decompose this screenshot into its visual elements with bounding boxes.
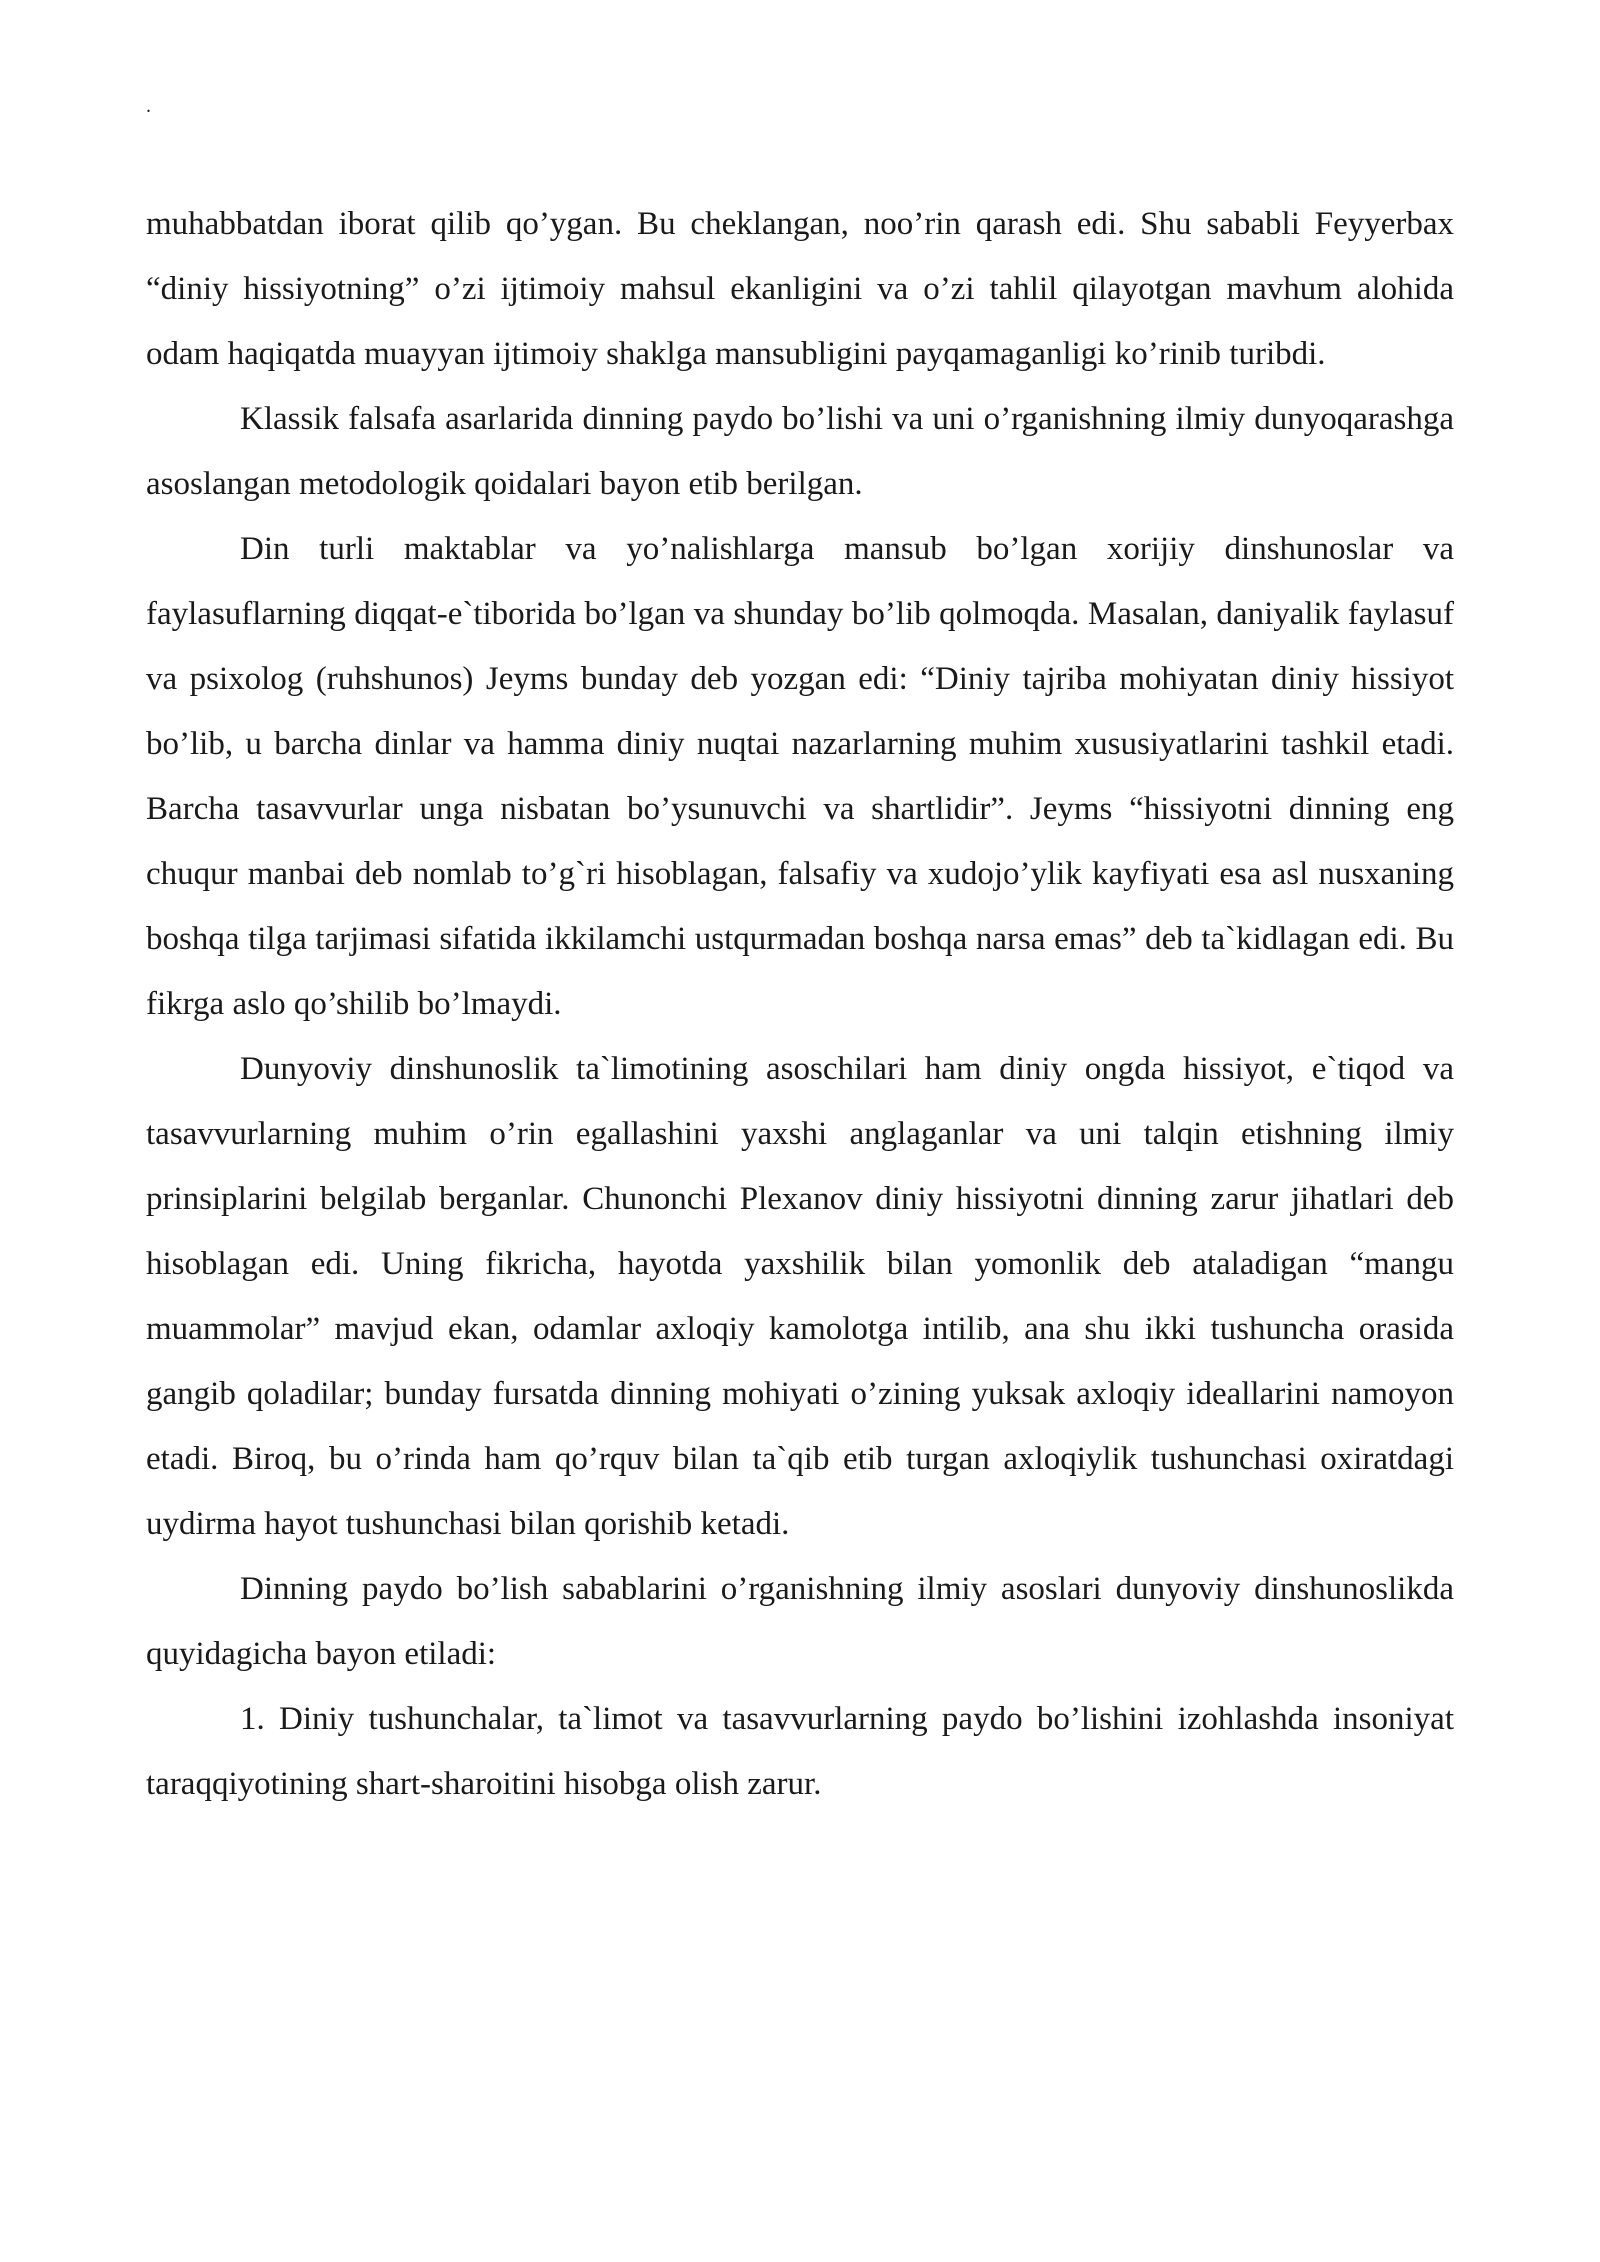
paragraph-2: Klassik falsafa asarlarida dinning paydo bo’lishi va uni o’rganishning ilmiy dunyoqarashga asoslangan metodologik qoidalari bayon etib berilgan. <box>146 401 1454 502</box>
paragraph-5: Dinning paydo bo’lish sabablarini o’rganishning ilmiy asoslari dunyoviy dinshunoslikda quyidagicha bayon etiladi: <box>146 1571 1454 1672</box>
paragraph-6-list-item-1: 1. Diniy tushunchalar, ta`limot va tasavvurlarning paydo bo’lishini izohlashda insoniyat taraqqiyotining shart-sharoitini hisobga olish zarur. <box>146 1701 1454 1802</box>
paragraph-1: muhabbatdan iborat qilib qo’ygan. Bu cheklangan, noo’rin qarash edi. Shu sababli Feyyerbax “diniy hissiyotning” o’zi ijtimoiy mahsul ekanligini va o’zi tahlil qilayotgan mavhum alohida odam haqiqatda muayyan ijtimoiy shaklga mansubligini payqamaganligi ko’rinib turibdi. <box>146 206 1454 372</box>
document-body <box>146 192 1454 1817</box>
paragraph-4: Dunyoviy dinshunoslik ta`limotining asoschilari ham diniy ongda hissiyot, e`tiqod va tasavvurlarning muhim o’rin egallashini yaxshi anglaganlar va uni talqin etishning ilmiy prinsiplarini belgilab berganlar. Chunonchi Plexanov diniy hissiyotni dinning zarur jihatlari deb hisoblagan edi. Uning fikricha, hayotda yaxshilik bilan yomonlik deb ataladigan “mangu muammolar” mavjud ekan, odamlar axloqiy kamolotga intilib, ana shu ikki tushuncha orasida gangib qoladilar; bunday fursatda dinning mohiyati o’zining yuksak axloqiy ideallarini namoyon etadi. Biroq, bu o’rinda ham qo’rquv bilan ta`qib etib turgan axloqiylik tushunchasi oxiratdagi uydirma hayot tushunchasi bilan qorishib ketadi. <box>146 1051 1454 1542</box>
header-dot-mark: . <box>146 95 151 117</box>
paragraph-3: Din turli maktablar va yo’nalishlarga mansub bo’lgan xorijiy dinshunoslar va faylasuflarning diqqat-e`tiborida bo’lgan va shunday bo’lib qolmoqda. Masalan, daniyalik faylasuf va psixolog (ruhshunos) Jeyms bunday deb yozgan edi: “Diniy tajriba mohiyatan diniy hissiyot bo’lib, u barcha dinlar va hamma diniy nuqtai nazarlarning muhim xususiyatlarini tashkil etadi. Barcha tasavvurlar unga nisbatan bo’ysunuvchi va shartlidir”. Jeyms “hissiyotni dinning eng chuqur manbai deb nomlab to’g`ri hisoblagan, falsafiy va xudojo’ylik kayfiyati esa asl nusxaning boshqa tilga tarjimasi sifatida ikkilamchi ustqurmadan boshqa narsa emas” deb ta`kidlagan edi. Bu fikrga aslo qo’shilib bo’lmaydi. <box>146 531 1454 1022</box>
